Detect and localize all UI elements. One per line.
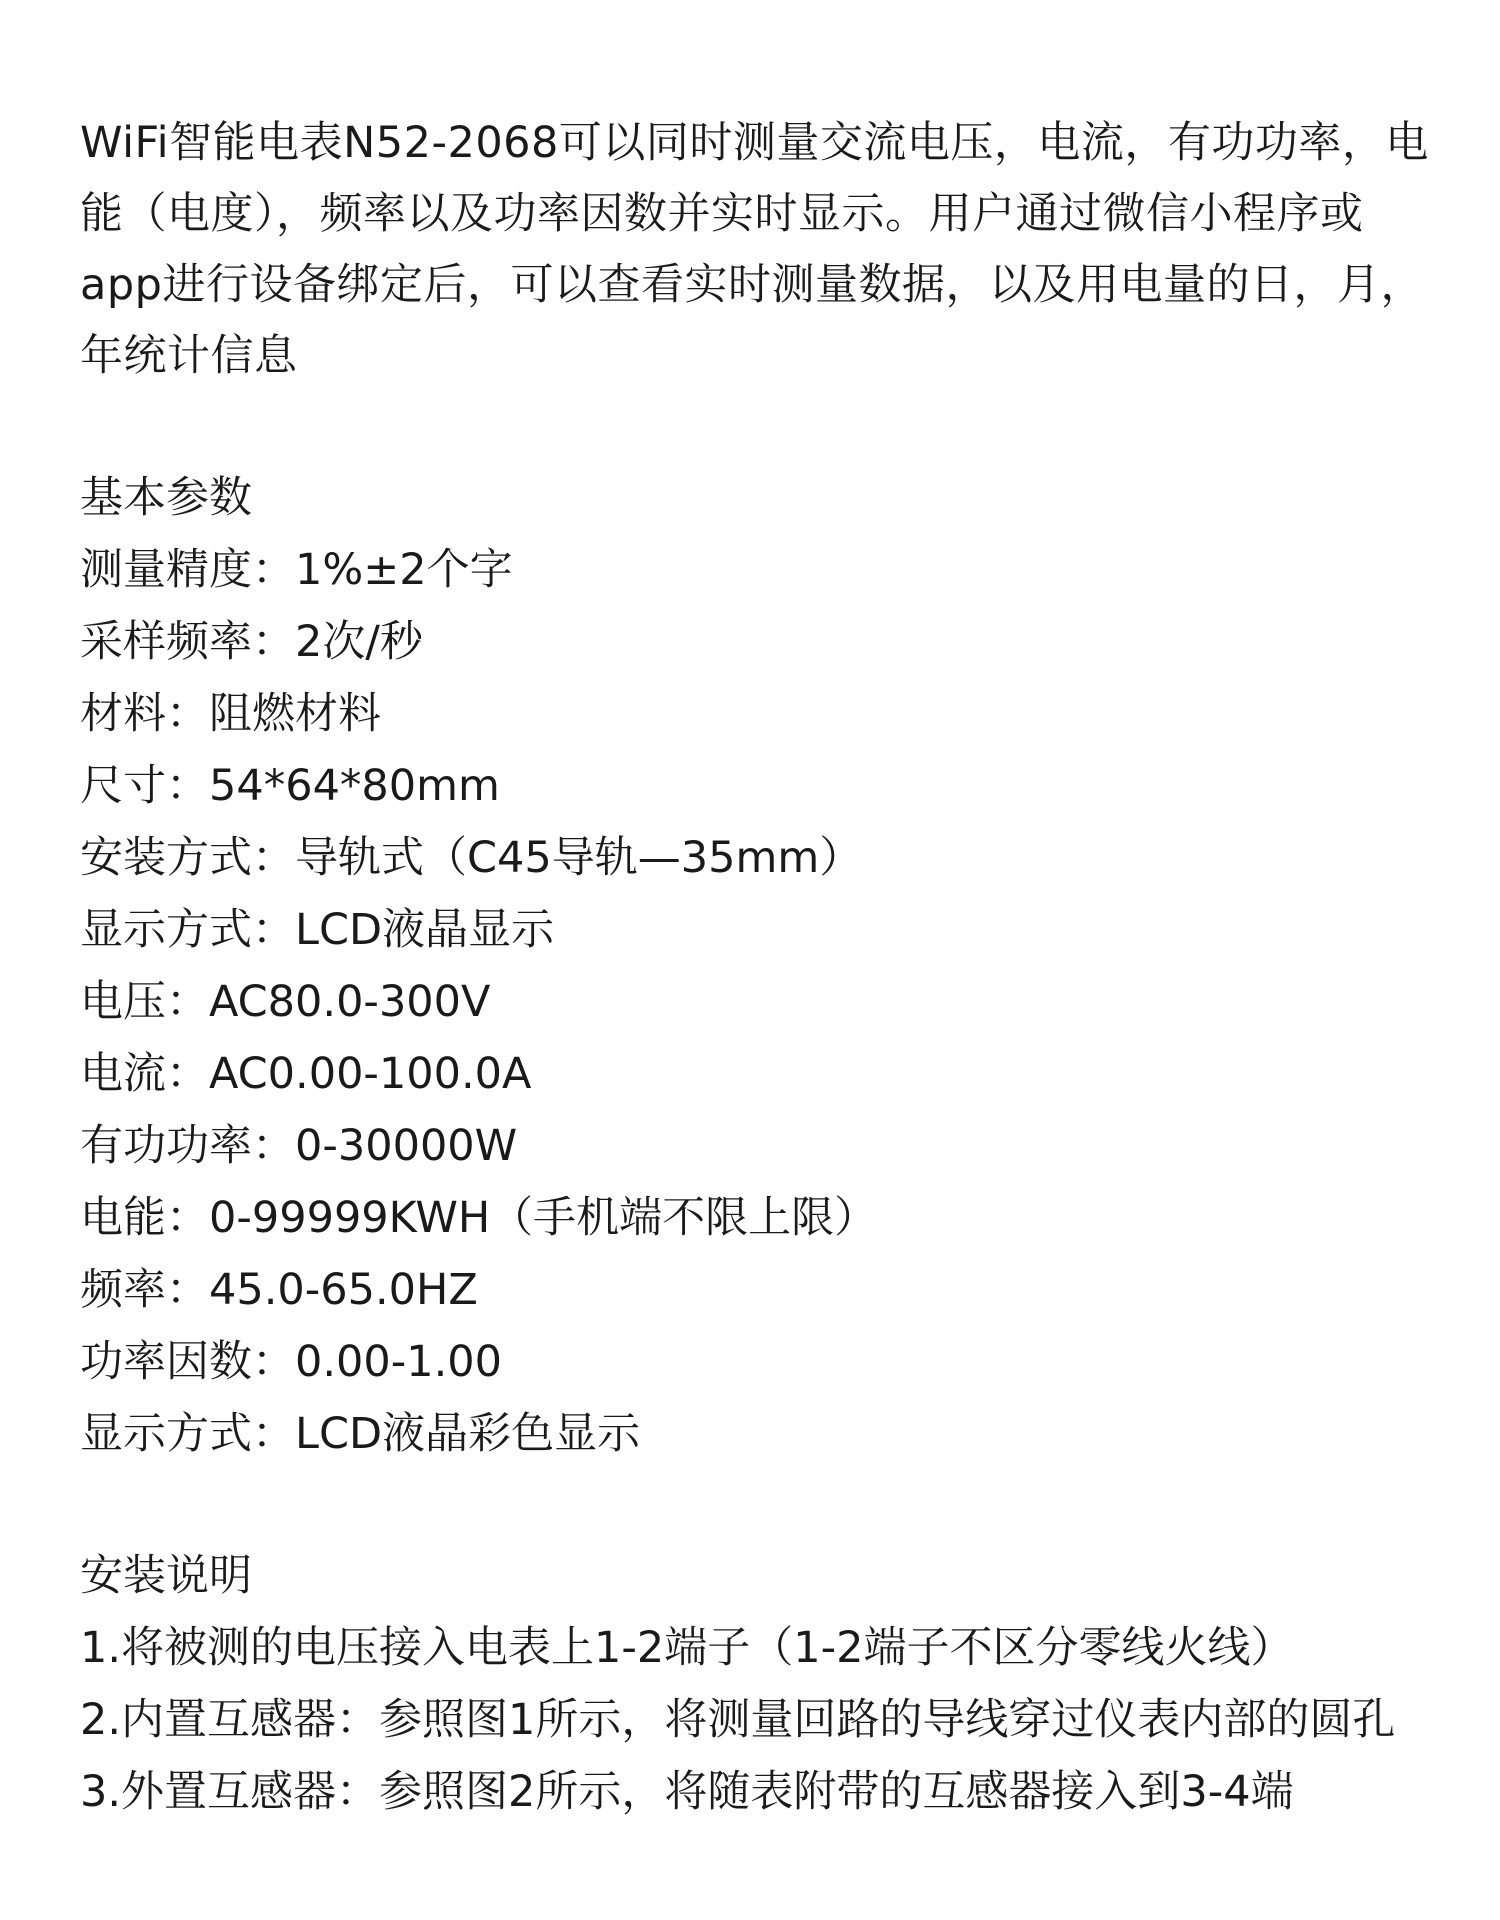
document-page [80, 108, 1430, 1828]
param-active-power: 有功功率：0-30000W [80, 1121, 518, 1171]
param-mounting: 安装方式：导轨式（C45导轨—35mm） [80, 833, 863, 883]
install-title: 安装说明 [80, 1551, 252, 1601]
param-current: 电流：AC0.00-100.0A [80, 1049, 532, 1099]
param-energy: 电能：0-99999KWH（手机端不限上限） [80, 1193, 878, 1243]
param-display: 显示方式：LCD液晶显示 [80, 905, 555, 955]
param-accuracy: 测量精度：1%±2个字 [80, 545, 513, 595]
param-sampling-rate: 采样频率：2次/秒 [80, 617, 423, 667]
install-step-2: 2.内置互感器：参照图1所示，将测量回路的导线穿过仪表内部的圆孔 [80, 1695, 1396, 1745]
param-power-factor: 功率因数：0.00-1.00 [80, 1337, 503, 1387]
basic-params-section [80, 463, 1430, 1470]
install-step-3: 3.外置互感器：参照图2所示，将随表附带的互感器接入到3-4端 [80, 1767, 1294, 1817]
param-size: 尺寸：54*64*80mm [80, 761, 500, 811]
param-display-color: 显示方式：LCD液晶彩色显示 [80, 1409, 641, 1459]
basic-params-title: 基本参数 [80, 473, 252, 523]
param-material: 材料：阻燃材料 [80, 689, 381, 739]
param-frequency: 频率：45.0-65.0HZ [80, 1265, 478, 1315]
install-section [80, 1541, 1430, 1828]
install-step-1: 1.将被测的电压接入电表上1-2端子（1-2端子不区分零线火线） [80, 1623, 1294, 1673]
intro-paragraph: WiFi智能电表N52-2068可以同时测量交流电压，电流，有功功率，电能（电度），频率以及功率因数并实时显示。用户通过微信小程序或app进行设备绑定后，可以查看实时测量数据，以及用电量的日，月，年统计信息 [80, 118, 1429, 381]
param-voltage: 电压：AC80.0-300V [80, 977, 491, 1027]
